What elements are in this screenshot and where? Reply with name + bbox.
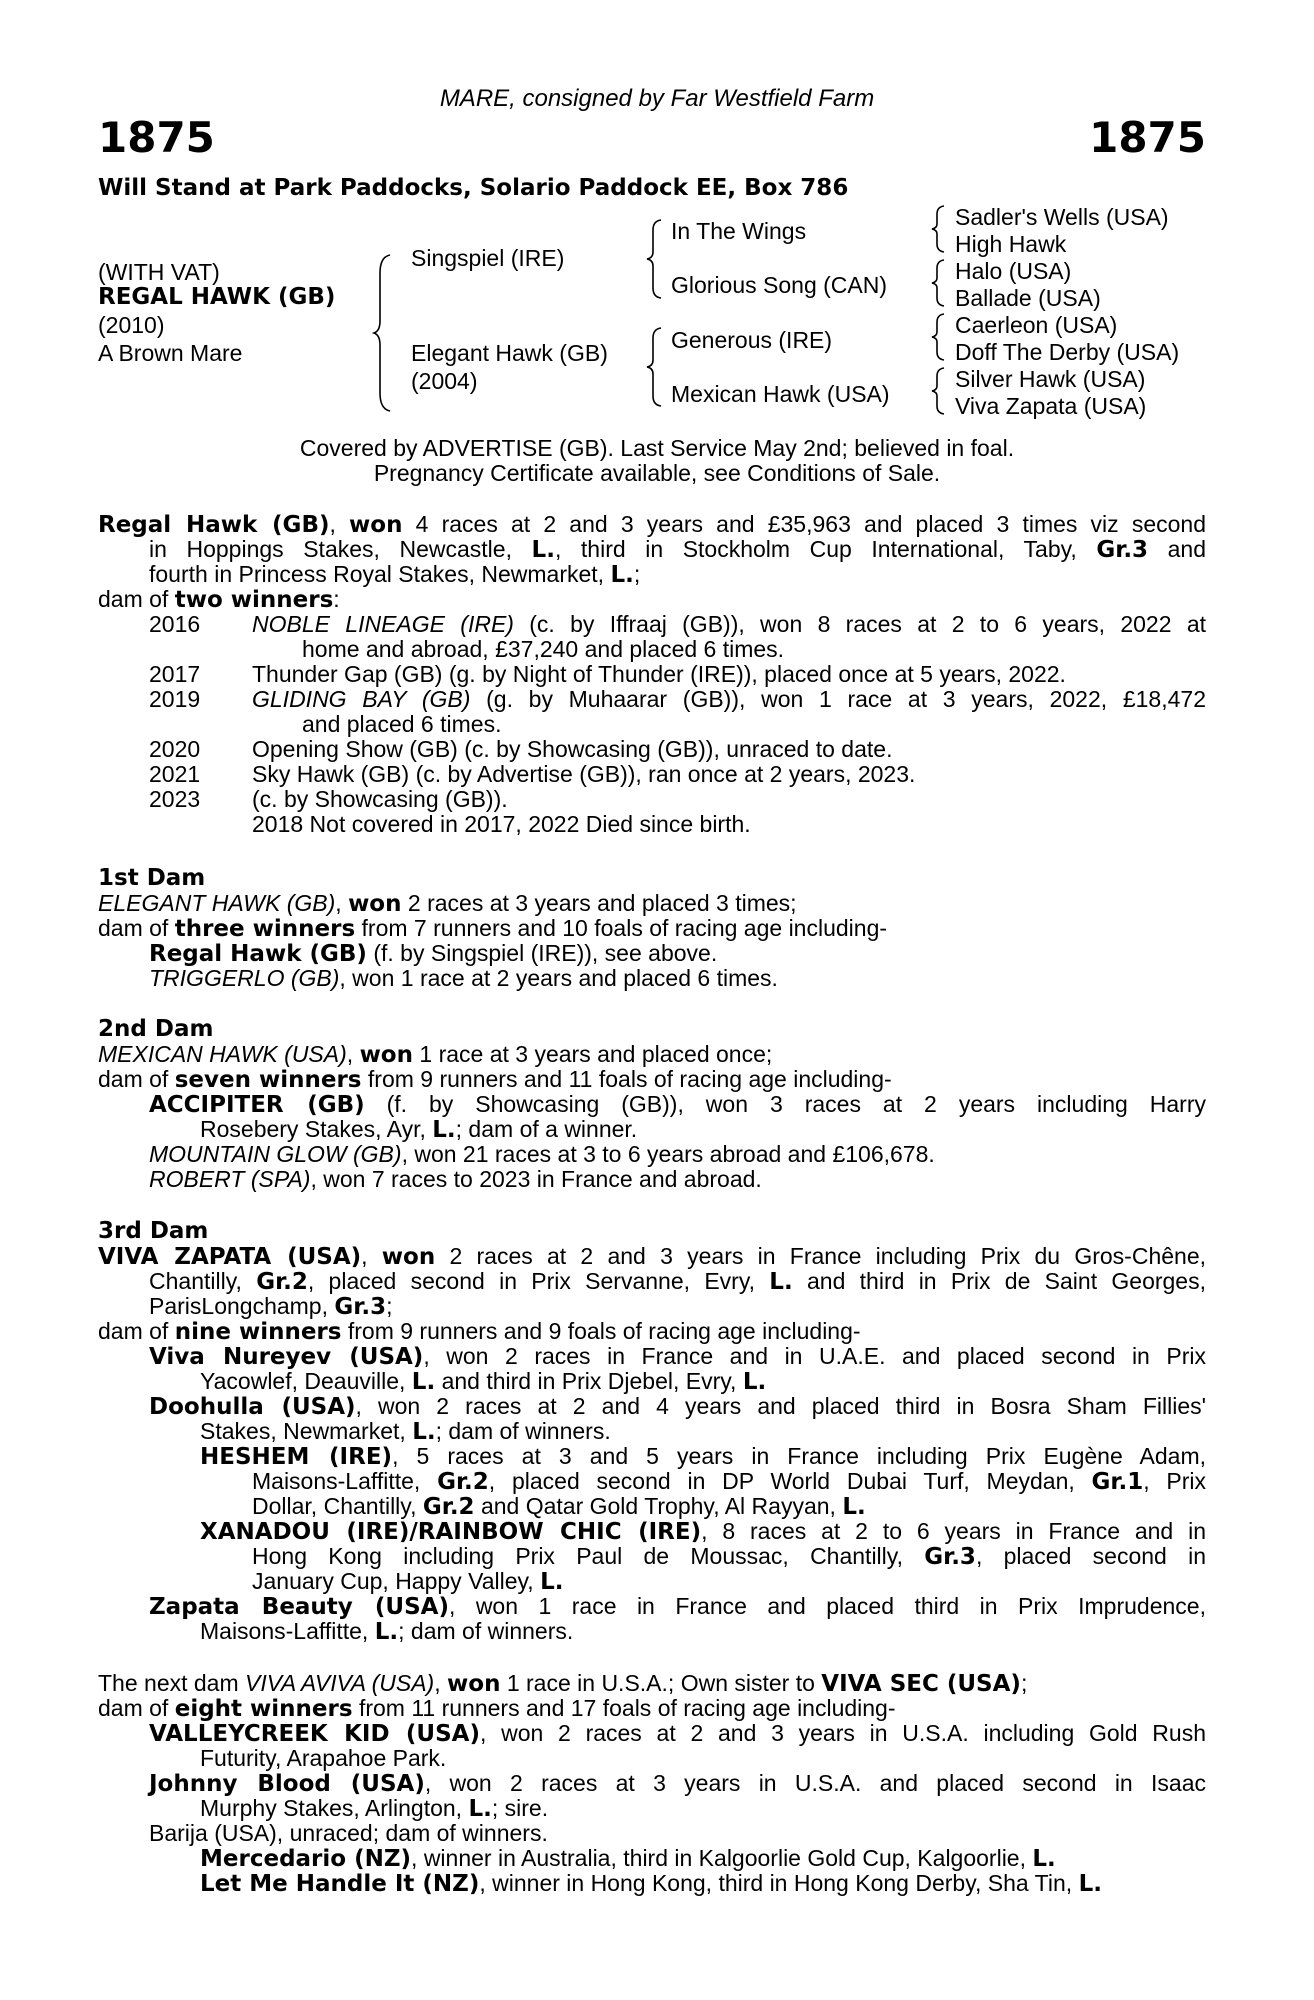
- grade: L.: [742, 1369, 767, 1395]
- produce-year: 2021: [149, 761, 201, 787]
- produce-entry: [252, 612, 1206, 638]
- dam3-line-10: [252, 1469, 1206, 1496]
- text: (f. by Showcasing (GB)), won 3 races at 2 years including Harry: [364, 1091, 1206, 1117]
- dam2-heading: 2nd Dam: [98, 1016, 214, 1042]
- text: 4 races at 2 and 3 years and £35,963 and placed 3 times viz second: [402, 511, 1206, 537]
- dam1-heading: 1st Dam: [98, 865, 206, 891]
- text: dam of: [98, 1066, 175, 1092]
- horse-name: VIVA SEC (USA): [821, 1671, 1021, 1697]
- produce-year: 2023: [149, 786, 201, 812]
- horse-name: Zapata Beauty (USA): [149, 1594, 449, 1620]
- text: and third in Prix Djebel, Evry,: [435, 1368, 743, 1394]
- nextdam-line-5: [149, 1771, 1206, 1798]
- pedigree-sire: Singspiel (IRE): [411, 245, 565, 271]
- horse-name: Doohulla (USA): [149, 1394, 356, 1420]
- dam3-line-9: [200, 1444, 1206, 1471]
- lot-number-left: 1875: [98, 113, 215, 162]
- dam2-line-1: [98, 1042, 772, 1069]
- horse-name: Johnny Blood (USA): [149, 1771, 425, 1797]
- grade: L.: [531, 537, 555, 563]
- grade: Gr.3: [334, 1294, 387, 1320]
- dam1-line-4: [149, 966, 778, 992]
- pedigree-dss: Caerleon (USA): [955, 312, 1118, 338]
- grade: Gr.1: [1091, 1469, 1144, 1495]
- produce-year: 2019: [149, 686, 201, 712]
- produce-year: 2016: [149, 611, 201, 637]
- pedigree-sdd: Ballade (USA): [955, 285, 1101, 311]
- dam3-line-5: [149, 1344, 1206, 1371]
- text: and third in Prix de Saint Georges,: [792, 1268, 1206, 1294]
- regal-line-4: [98, 587, 340, 614]
- dam2-line-6: [149, 1167, 762, 1193]
- text: from 11 runners and 17 foals of racing age including-: [352, 1695, 896, 1721]
- dam3-line-12: [200, 1519, 1206, 1546]
- produce-entry: Sky Hawk (GB) (c. by Advertise (GB)), ran once at 2 years, 2023.: [252, 761, 916, 787]
- dam2-line-5: [149, 1142, 935, 1168]
- text: , 5 races at 3 and 5 years in France including Prix Eugène Adam,: [392, 1443, 1206, 1469]
- text: (c. by Iffraaj (GB)), won 8 races at 2 to 6 years, 2022 at: [513, 611, 1206, 637]
- horse-name: VIVA AVIVA (USA): [245, 1670, 435, 1696]
- text: , won 1 race at 2 years and placed 6 times.: [339, 965, 778, 991]
- text: Chantilly,: [149, 1268, 257, 1294]
- text: dam of: [98, 915, 175, 941]
- text: , won 2 races at 2 and 3 years in U.S.A. including Gold Rush: [479, 1720, 1206, 1746]
- horse-name: ELEGANT HAWK (GB): [98, 890, 336, 916]
- text: ;: [633, 561, 641, 587]
- won-label: won: [359, 1042, 413, 1068]
- text: (f. by Singspiel (IRE)), see above.: [366, 940, 718, 966]
- horse-name: Mercedario (NZ): [200, 1846, 412, 1872]
- won-label: won: [447, 1671, 501, 1697]
- text: :: [333, 586, 340, 612]
- text: Maisons-Laffitte,: [252, 1468, 438, 1494]
- horse-name: Let Me Handle It (NZ): [200, 1871, 480, 1897]
- text: Yacowlef, Deauville,: [200, 1368, 412, 1394]
- grade: L.: [540, 1569, 564, 1595]
- nextdam-line-9: [200, 1871, 1102, 1898]
- text: dam of: [98, 1318, 175, 1344]
- won-label: won: [349, 512, 403, 538]
- nextdam-line-6: [200, 1796, 548, 1823]
- text: dam of: [98, 586, 175, 612]
- text: January Cup, Happy Valley,: [252, 1568, 541, 1594]
- text: and: [1148, 536, 1207, 562]
- regal-line-3: [149, 562, 640, 589]
- grade: Gr.3: [1096, 537, 1149, 563]
- text: , placed second in: [975, 1543, 1207, 1569]
- produce-entry: Thunder Gap (GB) (g. by Night of Thunder (IRE)), placed once at 5 years, 2022.: [252, 661, 1066, 687]
- produce-entry-cont: and placed 6 times.: [302, 711, 502, 737]
- pedigree-brace-4d: [930, 366, 946, 416]
- pedigree-brace-4b: [930, 258, 946, 308]
- winners-count: two winners: [174, 587, 334, 613]
- text: , winner in Australia, third in Kalgoorlie Gold Cup, Kalgoorlie,: [411, 1845, 1033, 1871]
- vat-note: (WITH VAT): [98, 259, 220, 285]
- text: ; dam of a winner.: [455, 1116, 638, 1142]
- text: from 9 runners and 9 foals of racing age including-: [341, 1318, 861, 1344]
- winners-count: nine winners: [174, 1319, 342, 1345]
- lot-number-right: 1875: [1089, 113, 1206, 162]
- produce-entry: [252, 687, 1206, 713]
- won-label: won: [348, 891, 402, 917]
- text: , Prix: [1143, 1468, 1207, 1494]
- text: 2 races at 3 years and placed 3 times;: [401, 890, 797, 916]
- dam3-line-15: [149, 1594, 1206, 1621]
- grade: L.: [412, 1419, 436, 1445]
- nextdam-line-8: [200, 1846, 1056, 1873]
- nextdam-line-3: [149, 1721, 1206, 1748]
- text: ; sire.: [491, 1795, 549, 1821]
- horse-name: GLIDING BAY (GB): [252, 686, 471, 712]
- dam3-line-6: [200, 1369, 766, 1396]
- pedigree-dds: Silver Hawk (USA): [955, 366, 1146, 392]
- text: ,: [335, 890, 349, 916]
- regal-line-2: [149, 537, 1206, 564]
- pedigree-dsd: Doff The Derby (USA): [955, 339, 1180, 365]
- grade: Gr.2: [256, 1269, 308, 1295]
- produce-year: 2020: [149, 736, 201, 762]
- text: 1 race in U.S.A.; Own sister to: [500, 1670, 822, 1696]
- text: , won 2 races in France and in U.A.E. and placed second in Prix: [423, 1343, 1206, 1369]
- grade: L.: [769, 1269, 793, 1295]
- dam3-line-3: [149, 1294, 392, 1321]
- text: ; dam of winners.: [398, 1618, 574, 1644]
- pedigree-brace-4c: [930, 312, 946, 362]
- text: ,: [434, 1670, 448, 1696]
- horse-name: VIVA ZAPATA (USA): [98, 1244, 362, 1270]
- text: 2 races at 2 and 3 years in France including Prix du Gros-Chêne,: [435, 1243, 1206, 1269]
- text: Stakes, Newmarket,: [200, 1418, 413, 1444]
- dam3-line-4: [98, 1319, 861, 1346]
- consignor-line: MARE, consigned by Far Westfield Farm: [439, 85, 875, 112]
- dam3-line-11: [252, 1494, 866, 1521]
- regal-name: Regal Hawk (GB): [98, 512, 330, 538]
- pedigree-sire-dam: Glorious Song (CAN): [671, 272, 888, 298]
- text: ,: [361, 1243, 382, 1269]
- text: (g. by Muhaarar (GB)), won 1 race at 3 years, 2022, £18,472: [470, 686, 1206, 712]
- horse-name: MOUNTAIN GLOW (GB): [149, 1141, 402, 1167]
- pedigree-dam: Elegant Hawk (GB): [411, 340, 608, 366]
- text: Rosebery Stakes, Ayr,: [200, 1116, 433, 1142]
- grade: L.: [432, 1117, 456, 1143]
- pedigree-dam-year: (2004): [411, 368, 478, 394]
- horse-name: XANADOU (IRE)/RAINBOW CHIC (IRE): [200, 1519, 702, 1545]
- pedigree-brace-main: [372, 253, 392, 413]
- regal-line-1: [98, 512, 1206, 539]
- dam3-line-16: [200, 1619, 573, 1646]
- text: in Hoppings Stakes, Newcastle,: [149, 536, 532, 562]
- dam1-line-1: [98, 891, 797, 918]
- pedigree-sds: Halo (USA): [955, 258, 1072, 284]
- text: Maisons-Laffitte,: [200, 1618, 375, 1644]
- text: , winner in Hong Kong, third in Hong Kong Derby, Sha Tin,: [479, 1870, 1079, 1896]
- text: ParisLongchamp,: [149, 1293, 335, 1319]
- text: , won 1 race in France and placed third in Prix Imprudence,: [448, 1593, 1206, 1619]
- pedigree-sire-sire: In The Wings: [671, 218, 807, 244]
- text: 1 race at 3 years and placed once;: [413, 1041, 773, 1067]
- grade: L.: [468, 1796, 492, 1822]
- horse-name: MEXICAN HAWK (USA): [98, 1041, 347, 1067]
- text: Murphy Stakes, Arlington,: [200, 1795, 469, 1821]
- winners-count: seven winners: [174, 1067, 362, 1093]
- horse-year: (2010): [98, 312, 165, 338]
- horse-name: Regal Hawk (GB): [149, 941, 367, 967]
- dam3-line-2: [149, 1269, 1206, 1296]
- text: The next dam: [98, 1670, 246, 1696]
- grade: Gr.2: [422, 1494, 475, 1520]
- dam2-line-3: [149, 1092, 1206, 1119]
- produce-entry: (c. by Showcasing (GB)).: [252, 786, 508, 812]
- horse-name: TRIGGERLO (GB): [149, 965, 340, 991]
- text: ,: [346, 1041, 360, 1067]
- text: , won 2 races at 2 and 4 years and placed third in Bosra Sham Fillies': [355, 1393, 1206, 1419]
- produce-note: 2018 Not covered in 2017, 2022 Died since birth.: [252, 811, 751, 837]
- pedigree-sss: Sadler's Wells (USA): [955, 204, 1169, 230]
- horse-name: ACCIPITER (GB): [149, 1092, 365, 1118]
- dam3-heading: 3rd Dam: [98, 1218, 209, 1244]
- dam3-line-13: [252, 1544, 1206, 1571]
- text: , won 21 races at 3 to 6 years abroad and £106,678.: [401, 1141, 935, 1167]
- dam3-line-8: [200, 1419, 611, 1446]
- grade: L.: [610, 562, 634, 588]
- horse-name: NOBLE LINEAGE (IRE): [252, 611, 514, 637]
- pedigree-brace-dam: [645, 326, 663, 408]
- produce-entry-cont: home and abroad, £37,240 and placed 6 times.: [302, 636, 785, 662]
- grade: L.: [411, 1369, 436, 1395]
- text: ; dam of winners.: [435, 1418, 611, 1444]
- winners-count: three winners: [174, 916, 356, 942]
- dam1-line-3: [149, 941, 717, 968]
- horse-name: VALLEYCREEK KID (USA): [149, 1721, 480, 1747]
- winners-count: eight winners: [174, 1696, 353, 1722]
- text: Hong Kong including Prix Paul de Moussac, Chantilly,: [252, 1543, 925, 1569]
- text: , placed second in Prix Servanne, Evry,: [307, 1268, 770, 1294]
- text: ,: [329, 511, 350, 537]
- pedigree-brace-4a: [930, 204, 946, 254]
- text: ;: [386, 1293, 393, 1319]
- covering-line-2: Pregnancy Certificate available, see Conditions of Sale.: [373, 460, 941, 486]
- horse-name: Viva Nureyev (USA): [149, 1344, 424, 1370]
- nextdam-line-7: Barija (USA), unraced; dam of winners.: [149, 1820, 548, 1846]
- horse-name: HESHEM (IRE): [200, 1444, 393, 1470]
- produce-entry: Opening Show (GB) (c. by Showcasing (GB)), unraced to date.: [252, 736, 893, 762]
- grade: L.: [1078, 1871, 1102, 1897]
- text: , placed second in DP World Dubai Turf, Meydan,: [488, 1468, 1092, 1494]
- dam2-line-2: [98, 1067, 892, 1094]
- text: Dollar, Chantilly,: [252, 1493, 423, 1519]
- dam3-line-1: [98, 1244, 1206, 1271]
- dam3-line-14: [252, 1569, 563, 1596]
- text: from 7 runners and 10 foals of racing age including-: [355, 915, 888, 941]
- grade: L.: [1032, 1846, 1056, 1872]
- dam3-line-7: [149, 1394, 1206, 1421]
- nextdam-line-4: Futurity, Arapahoe Park.: [200, 1745, 447, 1771]
- text: ;: [1020, 1670, 1028, 1696]
- pedigree-brace-sire: [645, 218, 663, 300]
- nextdam-line-2: [98, 1696, 896, 1723]
- text: , 8 races at 2 to 6 years in France and in: [701, 1518, 1206, 1544]
- text: fourth in Princess Royal Stakes, Newmarket,: [149, 561, 611, 587]
- horse-name: ROBERT (SPA): [149, 1166, 311, 1192]
- grade: L.: [842, 1494, 866, 1520]
- text: , won 2 races at 3 years in U.S.A. and placed second in Isaac: [424, 1770, 1206, 1796]
- horse-name: REGAL HAWK (GB): [98, 284, 336, 310]
- grade: Gr.3: [924, 1544, 976, 1570]
- text: , won 7 races to 2023 in France and abroad.: [310, 1166, 762, 1192]
- won-label: won: [381, 1244, 436, 1270]
- text: , third in Stockholm Cup International, Taby,: [554, 536, 1097, 562]
- nextdam-line-1: [98, 1671, 1027, 1698]
- stand-location: Will Stand at Park Paddocks, Solario Paddock EE, Box 786: [98, 175, 849, 201]
- covering-line-1: Covered by ADVERTISE (GB). Last Service May 2nd; believed in foal.: [299, 435, 1015, 461]
- pedigree-ddd: Viva Zapata (USA): [955, 393, 1147, 419]
- pedigree-dam-dam: Mexican Hawk (USA): [671, 381, 890, 407]
- text: dam of: [98, 1695, 175, 1721]
- text: and Qatar Gold Trophy, Al Rayyan,: [474, 1493, 843, 1519]
- grade: L.: [374, 1619, 399, 1645]
- pedigree-dam-sire: Generous (IRE): [671, 327, 833, 353]
- produce-year: 2017: [149, 661, 201, 687]
- pedigree-ssd: High Hawk: [955, 231, 1067, 257]
- grade: Gr.2: [437, 1469, 489, 1495]
- dam1-line-2: [98, 916, 887, 943]
- dam2-line-4: [200, 1117, 637, 1144]
- text: from 9 runners and 11 foals of racing age including-: [361, 1066, 892, 1092]
- horse-description: A Brown Mare: [98, 340, 243, 366]
